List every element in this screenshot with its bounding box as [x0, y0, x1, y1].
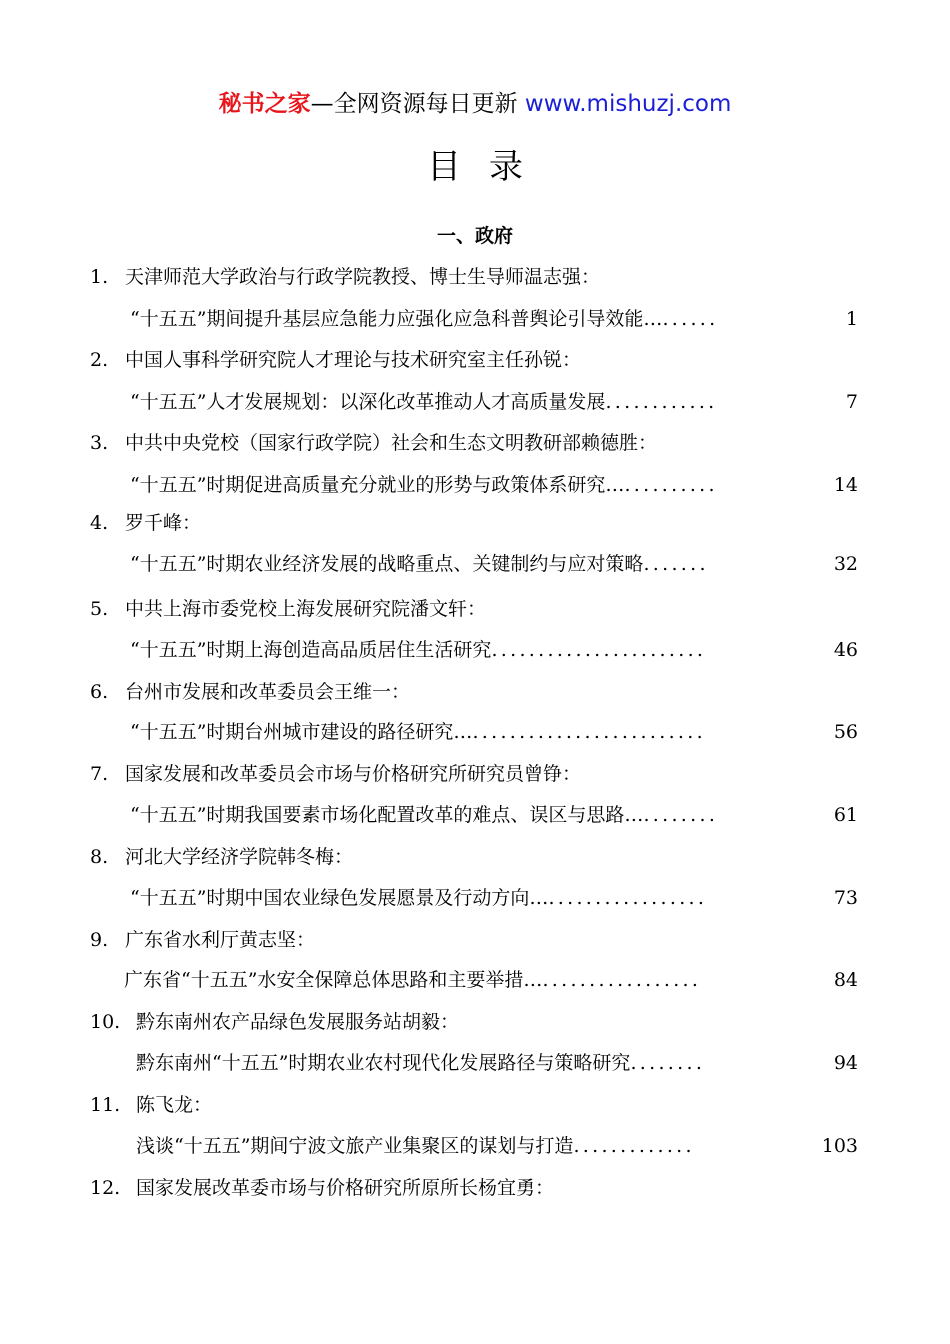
toc-entry-author: 广东省水利厅黄志坚： [125, 929, 316, 951]
toc-dot-leader: ................. [548, 887, 708, 909]
toc-entry-number: 3. [90, 432, 109, 454]
banner-url-link[interactable]: www.mishuzj.com [524, 91, 732, 117]
toc-entry-link[interactable] [0, 883, 950, 913]
page-title: 目录 [427, 147, 551, 187]
toc-page-number: 14 [833, 474, 858, 496]
toc-dot-leader: ............. [573, 1135, 695, 1157]
toc-dot-leader: ......................... [472, 721, 706, 743]
banner-brand: 秘书之家 [218, 91, 311, 117]
toc-entry-link[interactable] [0, 800, 950, 830]
toc-entry-author: 台州市发展和改革委员会王维一： [125, 681, 411, 703]
toc-entry-link[interactable] [0, 549, 950, 579]
toc-entry-link[interactable] [0, 387, 950, 417]
toc-entry-link[interactable] [0, 965, 950, 995]
toc-author-line [0, 1007, 950, 1037]
toc-dot-leader: ................. [542, 969, 702, 991]
site-banner [0, 88, 950, 120]
toc-page-number: 1 [845, 308, 858, 330]
toc-entry-number: 4. [90, 512, 109, 534]
toc-entry-number: 8. [90, 846, 109, 868]
toc-entry-number: 6. [90, 681, 109, 703]
toc-dot-leader: ............ [605, 391, 718, 413]
toc-author-line [0, 925, 950, 955]
toc-author-line [0, 842, 950, 872]
toc-page-number: 61 [833, 804, 858, 826]
toc-entry-link[interactable] [0, 635, 950, 665]
toc-entry-title: 黔东南州“十五五”时期农业农村现代化发展路径与策略研究 [136, 1052, 631, 1074]
toc-entry-author: 中共上海市委党校上海发展研究院潘文轩： [125, 598, 487, 620]
toc-page-number: 103 [821, 1135, 858, 1157]
toc-entry-author: 国家发展改革委市场与价格研究所原所长杨宜勇： [136, 1177, 555, 1199]
toc-entry-link[interactable] [0, 470, 950, 500]
toc-entry-number: 5. [90, 598, 109, 620]
toc-dot-leader: ....... [643, 553, 709, 575]
toc-entry-title: “十五五”期间提升基层应急能力应强化应急科普舆论引导效能… [130, 308, 663, 330]
toc-dot-leader: ........ [643, 804, 719, 826]
toc-entry-title: “十五五”时期上海创造高品质居住生活研究 [130, 639, 492, 661]
toc-author-line [0, 262, 950, 292]
toc-entry-number: 11. [90, 1094, 121, 1116]
toc-entry-author: 河北大学经济学院韩冬梅： [125, 846, 354, 868]
toc-page-number: 7 [845, 391, 858, 413]
toc-author-line [0, 1173, 950, 1203]
toc-author-line [0, 677, 950, 707]
toc-entry-author: 罗千峰： [125, 512, 202, 534]
toc-entry-author: 天津师范大学政治与行政学院教授、博士生导师温志强： [125, 266, 601, 288]
toc-entry-link[interactable] [0, 304, 950, 334]
toc-entry-author: 黔东南州农产品绿色发展服务站胡毅： [136, 1011, 460, 1033]
toc-dot-leader: .......... [624, 474, 718, 496]
banner-slogan: —全网资源每日更新 [310, 91, 518, 117]
toc-author-line [0, 508, 950, 538]
toc-entry-title: “十五五”时期我国要素市场化配置改革的难点、误区与思路… [130, 804, 644, 826]
toc-entry-author: 中共中央党校（国家行政学院）社会和生态文明教研部赖德胜： [125, 432, 658, 454]
toc-entry-link[interactable] [0, 1048, 950, 1078]
toc-entry-title: “十五五”时期中国农业绿色发展愿景及行动方向… [130, 887, 549, 909]
toc-entry-author: 国家发展和改革委员会市场与价格研究所研究员曾铮： [125, 763, 582, 785]
toc-page-number: 73 [833, 887, 858, 909]
toc-entry-number: 10. [90, 1011, 121, 1033]
toc-author-line [0, 1090, 950, 1120]
toc-entry-title: “十五五”时期促进高质量充分就业的形势与政策体系研究… [130, 474, 625, 496]
toc-page-number: 46 [833, 639, 858, 661]
toc-entry-number: 9. [90, 929, 109, 951]
toc-entry-author: 中国人事科学研究院人才理论与技术研究室主任孙锐： [125, 349, 582, 371]
toc-entry-author: 陈飞龙： [136, 1094, 213, 1116]
toc-entry-title: 浅谈“十五五”期间宁波文旅产业集聚区的谋划与打造 [136, 1135, 574, 1157]
toc-entry-link[interactable] [0, 717, 950, 747]
toc-entry-number: 1. [90, 266, 109, 288]
toc-author-line [0, 428, 950, 458]
toc-page-number: 94 [833, 1052, 858, 1074]
toc-entry-title: 广东省“十五五”水安全保障总体思路和主要举措… [124, 969, 543, 991]
toc-entry-number: 2. [90, 349, 109, 371]
toc-entry-title: “十五五”时期台州城市建设的路径研究… [130, 721, 473, 743]
toc-dot-leader: ...... [662, 308, 719, 330]
toc-page-number: 32 [833, 553, 858, 575]
toc-entry-link[interactable] [0, 1131, 950, 1161]
toc-entry-number: 7. [90, 763, 109, 785]
toc-dot-leader: ........ [630, 1052, 706, 1074]
toc-author-line [0, 345, 950, 375]
toc-page-number: 84 [833, 969, 858, 991]
toc-entry-title: “十五五”人才发展规划：以深化改革推动人才高质量发展 [130, 391, 606, 413]
toc-author-line [0, 759, 950, 789]
toc-dot-leader: ....................... [491, 639, 707, 661]
section-heading: 一、政府 [436, 225, 513, 247]
toc-entry-title: “十五五”时期农业经济发展的战略重点、关键制约与应对策略 [130, 553, 644, 575]
toc-page-number: 56 [833, 721, 858, 743]
toc-entry-number: 12. [90, 1177, 121, 1199]
toc-author-line [0, 594, 950, 624]
